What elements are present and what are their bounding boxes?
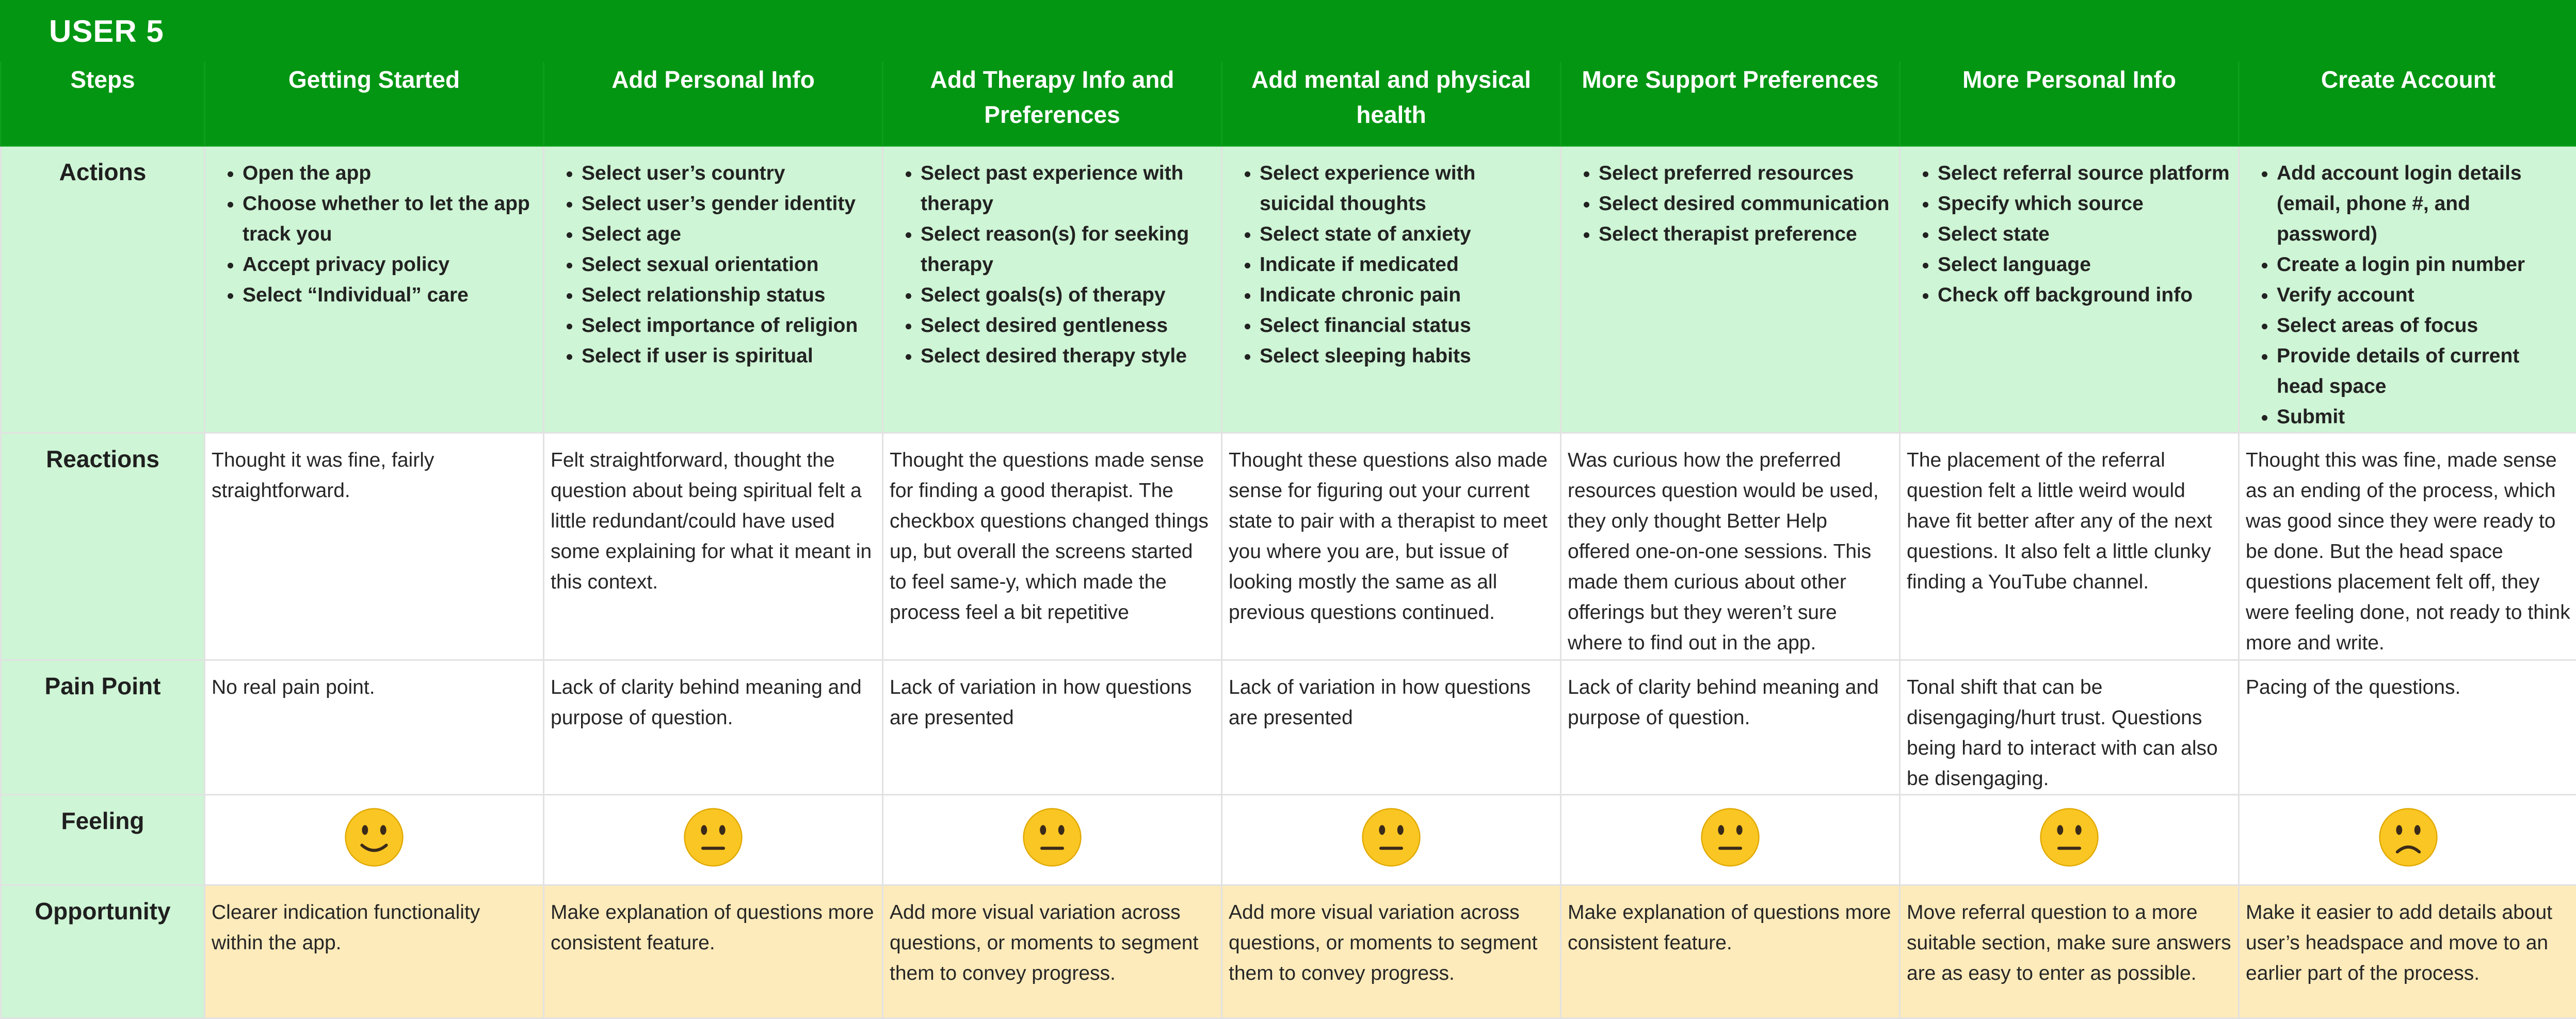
- opportunity-cell: [1561, 885, 1900, 1018]
- reaction-cell-text: Thought these questions also made sense for figuring out your current state to pair with a therapist to meet you where you are, but issue of looking mostly the same as all previous questions continued.: [1229, 445, 1554, 628]
- opportunity-cell-text: Make explanation of questions more consistent feature.: [1568, 897, 1893, 958]
- actions-cell: [2239, 146, 2576, 433]
- reaction-cell-text: Thought the questions made sense for finding a good therapist. The checkbox questions changed things up, but overall the screens started to feel same-y, which made the process feel a bit repetitive: [890, 445, 1215, 628]
- action-item: • Select importance of religion: [582, 310, 876, 341]
- neutral-face-icon: [1022, 807, 1083, 868]
- action-item: • Select goals(s) of therapy: [921, 280, 1215, 310]
- action-item: • Verify account: [2277, 280, 2571, 310]
- action-item: • Select user’s gender identity: [582, 188, 876, 219]
- step-header: Add Therapy Info and Preferences: [883, 61, 1222, 146]
- action-list: [1229, 158, 1554, 371]
- feeling-cell: [1900, 795, 2239, 885]
- actions-cell: [1222, 146, 1561, 433]
- opportunity-cell: [205, 885, 544, 1018]
- opportunity-cell: [2239, 885, 2576, 1018]
- step-header: More Personal Info: [1900, 61, 2239, 146]
- opportunity-cell-text: Move referral question to a more suitable section, make sure answers are as easy to enter as possible.: [1907, 897, 2232, 989]
- pain-point-cell: [1222, 660, 1561, 795]
- opportunity-cell-text: Make explanation of questions more consistent feature.: [551, 897, 876, 958]
- steps-label: Steps: [1, 61, 205, 146]
- reaction-cell: [1900, 433, 2239, 660]
- reactions-label: Reactions: [1, 433, 205, 660]
- action-item: • Submit: [2277, 402, 2571, 432]
- action-item: • Select past experience with therapy: [921, 158, 1215, 219]
- actions-label: Actions: [1, 146, 205, 433]
- action-item: • Select “Individual” care: [243, 280, 537, 310]
- action-item: • Specify which source: [1938, 188, 2232, 219]
- action-list: [212, 158, 537, 310]
- opportunity-label: Opportunity: [1, 885, 205, 1018]
- action-list: [1907, 158, 2232, 310]
- action-item: • Create a login pin number: [2277, 249, 2571, 280]
- pain-point-cell-text: Tonal shift that can be disengaging/hurt trust. Questions being hard to interact with can also be disengaging.: [1907, 672, 2232, 794]
- action-list: [551, 158, 876, 371]
- action-item: • Accept privacy policy: [243, 249, 537, 280]
- actions-cell: [205, 146, 544, 433]
- neutral-face-icon: [2039, 807, 2100, 868]
- reaction-cell: [2239, 433, 2576, 660]
- feeling-cell: [205, 795, 544, 885]
- action-item: • Select state: [1938, 219, 2232, 249]
- reaction-cell: [1561, 433, 1900, 660]
- action-list: [2246, 158, 2571, 432]
- pain-point-cell: [1561, 660, 1900, 795]
- steps-row: [1, 61, 2576, 146]
- action-item: • Select desired communication: [1599, 188, 1893, 219]
- pain-point-cell-text: Lack of variation in how questions are presented: [1229, 672, 1554, 733]
- page-title: USER 5: [49, 14, 164, 49]
- action-item: • Select referral source platform: [1938, 158, 2232, 188]
- feeling-cell: [1222, 795, 1561, 885]
- reaction-cell-text: The placement of the referral question felt a little weird would have fit better after any of the next questions. It also felt a little clunky finding a YouTube channel.: [1907, 445, 2232, 597]
- actions-row: [1, 146, 2576, 433]
- feeling-row: [1, 795, 2576, 885]
- pain-point-row: [1, 660, 2576, 795]
- step-header: Create Account: [2239, 61, 2576, 146]
- action-item: • Select relationship status: [582, 280, 876, 310]
- pain-point-cell: [883, 660, 1222, 795]
- reaction-cell-text: Thought it was fine, fairly straightforward.: [212, 445, 537, 506]
- action-item: • Add account login details (email, phone #, and password): [2277, 158, 2571, 249]
- opportunity-cell: [1222, 885, 1561, 1018]
- step-header: Add mental and physical health: [1222, 61, 1561, 146]
- action-item: • Select areas of focus: [2277, 310, 2571, 341]
- pain-point-cell-text: No real pain point.: [212, 672, 537, 703]
- action-item: • Select desired therapy style: [921, 341, 1215, 371]
- actions-cell: [883, 146, 1222, 433]
- step-header: Add Personal Info: [544, 61, 883, 146]
- opportunity-cell: [544, 885, 883, 1018]
- opportunity-row: [1, 885, 2576, 1018]
- feeling-cell: [2239, 795, 2576, 885]
- reaction-cell-text: Thought this was fine, made sense as an ending of the process, which was good since they were ready to be done. But the head space questions placement felt off, they were feeling done, not ready to think more and write.: [2246, 445, 2571, 658]
- action-item: • Select state of anxiety: [1260, 219, 1554, 249]
- reaction-cell-text: Felt straightforward, thought the question about being spiritual felt a little redundant/could have used some explaining for what it meant in this context.: [551, 445, 876, 597]
- action-item: • Select reason(s) for seeking therapy: [921, 219, 1215, 280]
- reaction-cell: [205, 433, 544, 660]
- reactions-row: [1, 433, 2576, 660]
- reaction-cell-text: Was curious how the preferred resources question would be used, they only thought Better Help offered one-on-one sessions. This made them curious about other offerings but they weren’t sure where to find out in the app.: [1568, 445, 1893, 658]
- opportunity-cell: [1900, 885, 2239, 1018]
- action-item: • Select sexual orientation: [582, 249, 876, 280]
- actions-cell: [1561, 146, 1900, 433]
- feeling-cell: [883, 795, 1222, 885]
- action-item: • Provide details of current head space: [2277, 341, 2571, 402]
- action-item: • Select therapist preference: [1599, 219, 1893, 249]
- title-cell: [1, 1, 2576, 61]
- action-item: • Select age: [582, 219, 876, 249]
- pain-point-cell-text: Pacing of the questions.: [2246, 672, 2571, 703]
- pain-point-cell: [2239, 660, 2576, 795]
- step-header: Getting Started: [205, 61, 544, 146]
- action-item: • Open the app: [243, 158, 537, 188]
- pain-point-cell-text: Lack of clarity behind meaning and purpose of question.: [551, 672, 876, 733]
- action-item: • Select preferred resources: [1599, 158, 1893, 188]
- pain-point-cell: [1900, 660, 2239, 795]
- action-item: • Indicate if medicated: [1260, 249, 1554, 280]
- feeling-cell: [1561, 795, 1900, 885]
- pain-point-cell: [205, 660, 544, 795]
- opportunity-cell-text: Add more visual variation across questions, or moments to segment them to convey progress.: [1229, 897, 1554, 989]
- neutral-face-icon: [683, 807, 744, 868]
- step-header: More Support Preferences: [1561, 61, 1900, 146]
- action-item: • Check off background info: [1938, 280, 2232, 310]
- pain-point-label: Pain Point: [1, 660, 205, 795]
- action-item: • Select if user is spiritual: [582, 341, 876, 371]
- opportunity-cell: [883, 885, 1222, 1018]
- reaction-cell: [883, 433, 1222, 660]
- action-item: • Select financial status: [1260, 310, 1554, 341]
- reaction-cell: [544, 433, 883, 660]
- action-item: • Choose whether to let the app track you: [243, 188, 537, 249]
- opportunity-cell-text: Clearer indication functionality within the app.: [212, 897, 537, 958]
- feeling-label: Feeling: [1, 795, 205, 885]
- action-item: • Select desired gentleness: [921, 310, 1215, 341]
- action-list: [1568, 158, 1893, 249]
- action-item: • Select sleeping habits: [1260, 341, 1554, 371]
- pain-point-cell-text: Lack of clarity behind meaning and purpose of question.: [1568, 672, 1893, 733]
- feeling-cell: [544, 795, 883, 885]
- pain-point-cell-text: Lack of variation in how questions are presented: [890, 672, 1215, 733]
- action-item: • Select user’s country: [582, 158, 876, 188]
- actions-cell: [1900, 146, 2239, 433]
- action-list: [890, 158, 1215, 371]
- opportunity-cell-text: Make it easier to add details about user’s headspace and move to an earlier part of the process.: [2246, 897, 2571, 989]
- actions-cell: [544, 146, 883, 433]
- reaction-cell: [1222, 433, 1561, 660]
- opportunity-cell-text: Add more visual variation across questions, or moments to segment them to convey progress.: [890, 897, 1215, 989]
- slightly-smiling-face-icon: [344, 807, 405, 868]
- slightly-frowning-face-icon: [2378, 807, 2439, 868]
- action-item: • Select language: [1938, 249, 2232, 280]
- title-row: [1, 1, 2576, 61]
- neutral-face-icon: [1361, 807, 1422, 868]
- action-item: • Indicate chronic pain: [1260, 280, 1554, 310]
- neutral-face-icon: [1700, 807, 1761, 868]
- action-item: • Select experience with suicidal thoughts: [1260, 158, 1554, 219]
- pain-point-cell: [544, 660, 883, 795]
